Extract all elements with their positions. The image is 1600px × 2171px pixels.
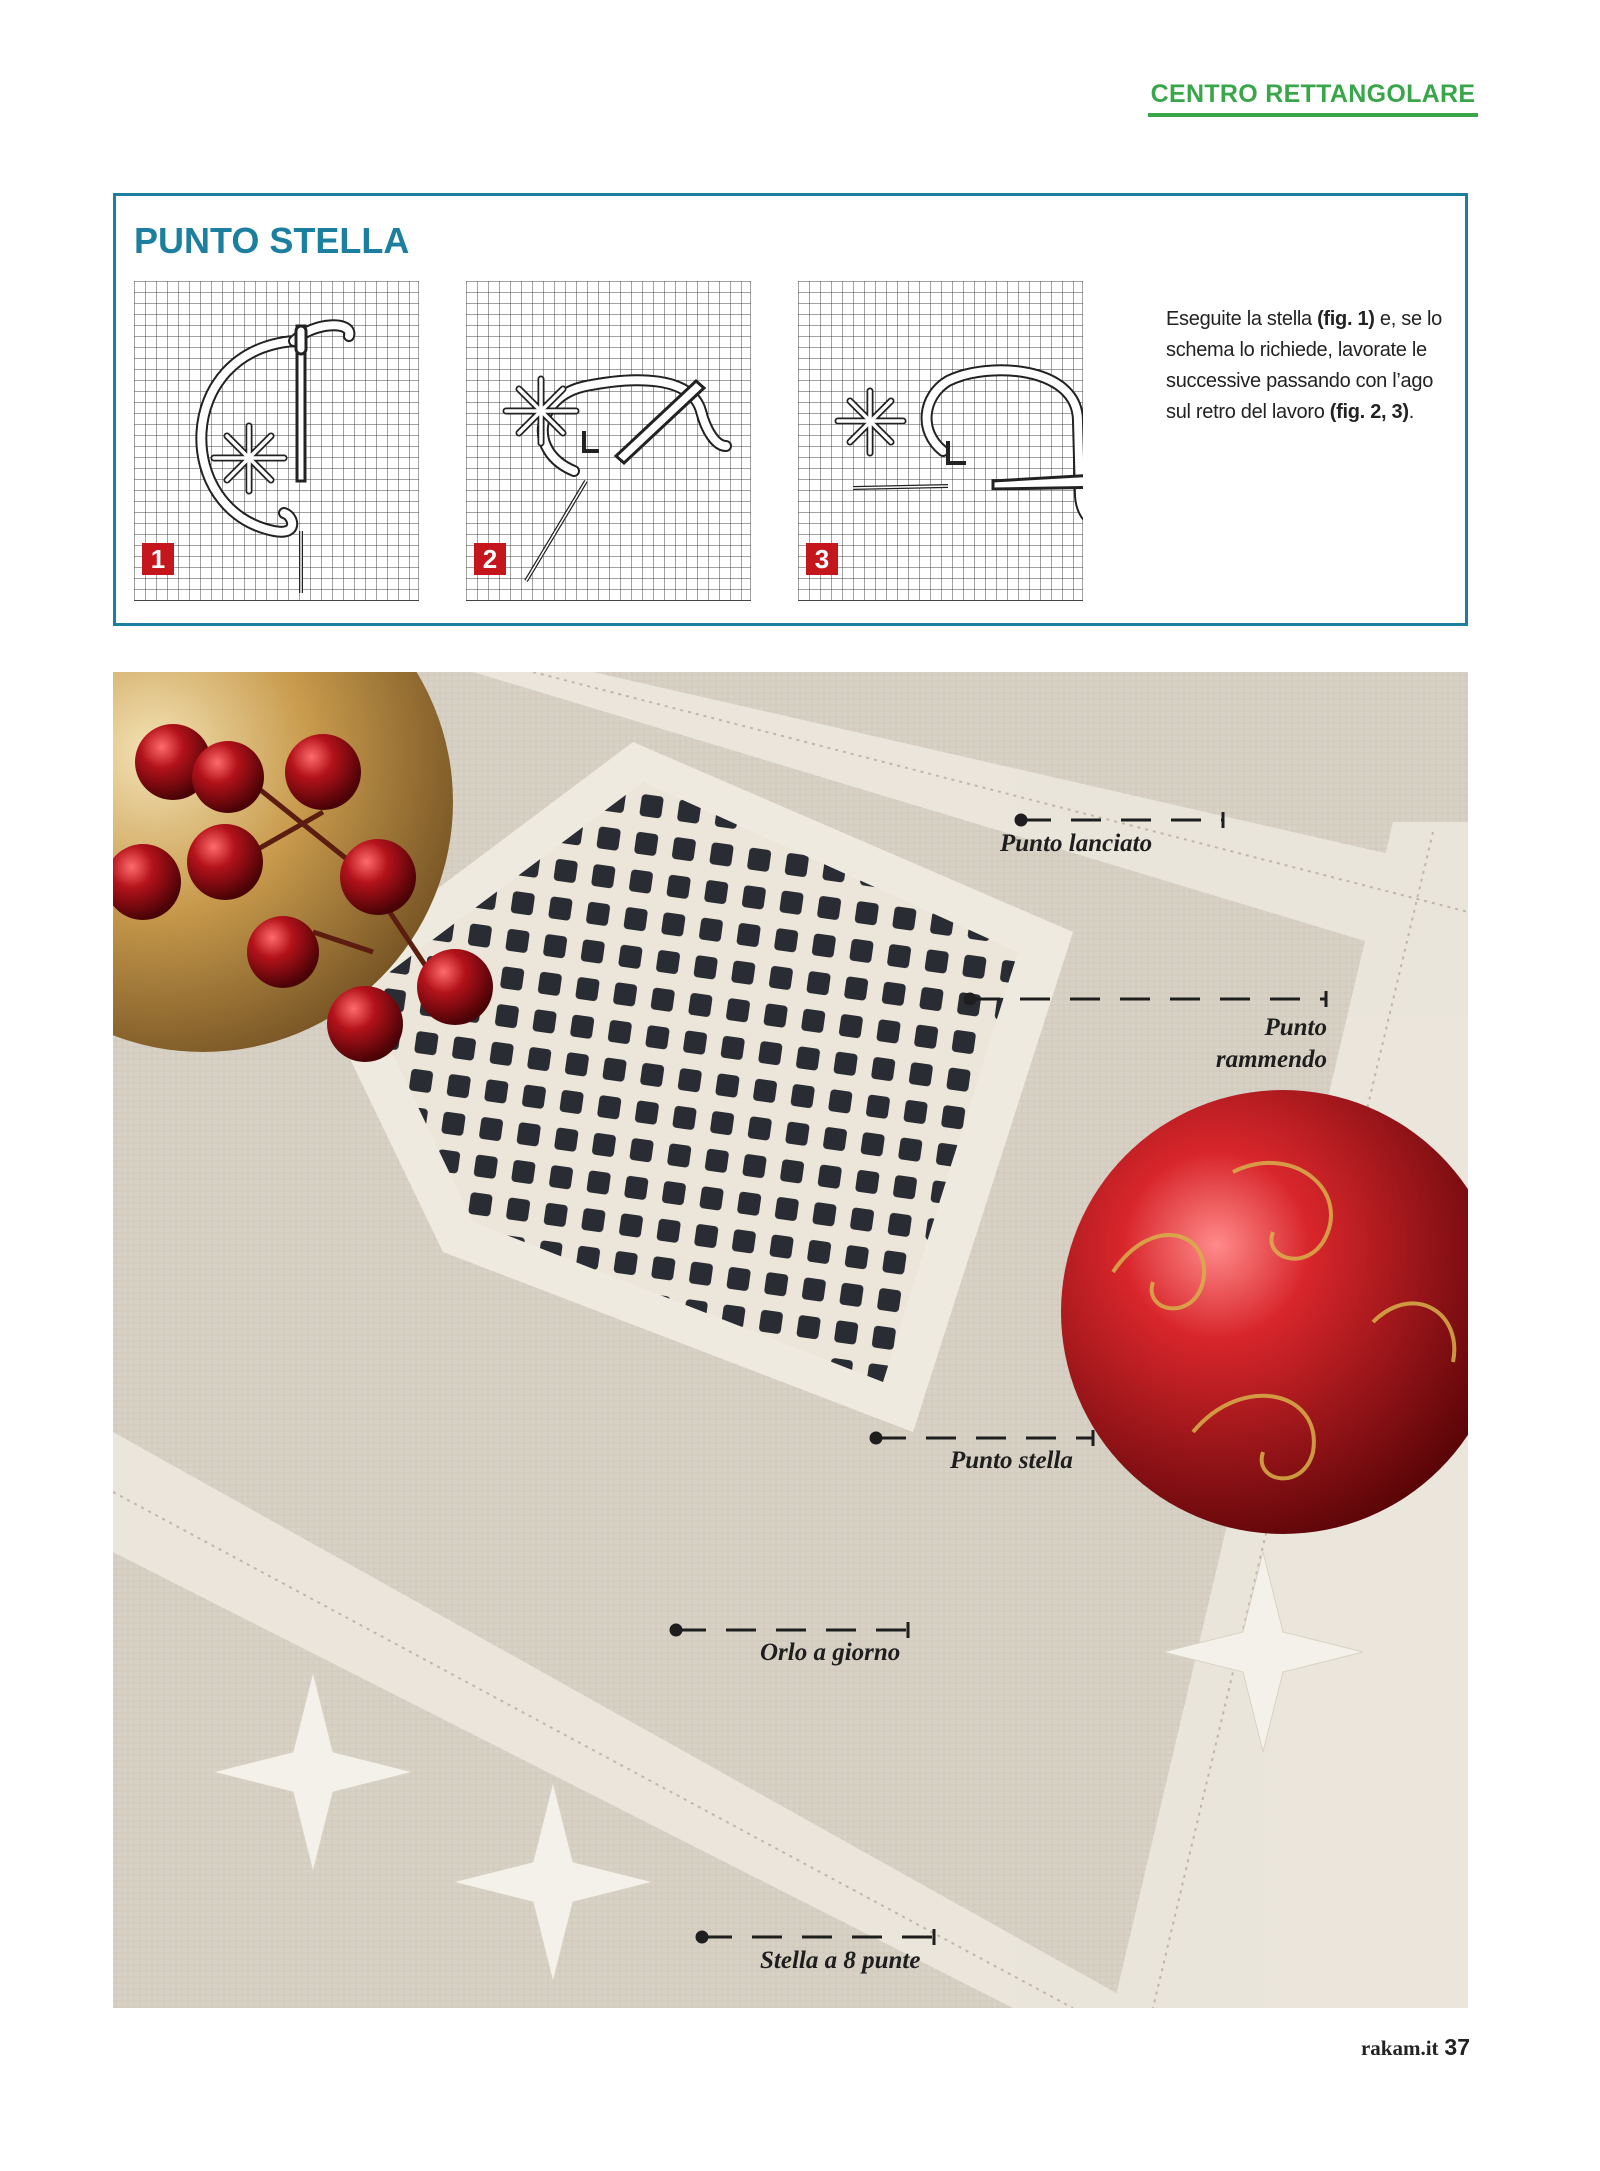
section-title: CENTRO RETTANGOLARE bbox=[1150, 80, 1476, 108]
page-number: 37 bbox=[1444, 2034, 1470, 2060]
callout-stella-8-punte: Stella a 8 punte bbox=[760, 1947, 921, 1974]
description-part2: e, se lo schema lo richiede, lavorate le successive passando con l’ago sul retro del lavoro bbox=[1166, 308, 1442, 423]
page-footer bbox=[1300, 2034, 1470, 2061]
footer-site: rakam.it bbox=[1360, 2036, 1439, 2060]
callout-punto-stella: Punto stella bbox=[950, 1447, 1073, 1474]
hardanger-centerpiece-illustration bbox=[113, 672, 1468, 2008]
stitch-instruction-box bbox=[113, 193, 1468, 626]
grid-diagram-2 bbox=[466, 281, 751, 601]
figure-number-badge: 3 bbox=[806, 543, 838, 575]
figure-number-badge: 1 bbox=[142, 543, 174, 575]
embroidery-photo bbox=[113, 672, 1468, 2008]
description-part3: . bbox=[1408, 401, 1414, 423]
callout-orlo-a-giorno: Orlo a giorno bbox=[760, 1639, 901, 1666]
grid-diagram-3 bbox=[798, 281, 1083, 601]
box-description bbox=[1166, 304, 1456, 428]
figure-number-badge: 2 bbox=[474, 543, 506, 575]
box-title: PUNTO STELLA bbox=[134, 220, 410, 261]
figure-3 bbox=[798, 281, 1083, 601]
description-part1: Eseguite la stella bbox=[1166, 308, 1318, 330]
grid-diagram-1 bbox=[134, 281, 419, 601]
callout-punto-lanciato: Punto lanciato bbox=[1000, 830, 1153, 857]
figure-1 bbox=[134, 281, 419, 601]
callout-punto-rammendo-line2: rammendo bbox=[1215, 1046, 1327, 1073]
callout-punto-rammendo-line1: Punto bbox=[1264, 1014, 1327, 1041]
figure-2 bbox=[466, 281, 751, 601]
figure-reference-1: (fig. 1) bbox=[1317, 308, 1375, 330]
figure-reference-2: (fig. 2, 3) bbox=[1329, 401, 1409, 423]
section-header bbox=[1148, 80, 1478, 117]
